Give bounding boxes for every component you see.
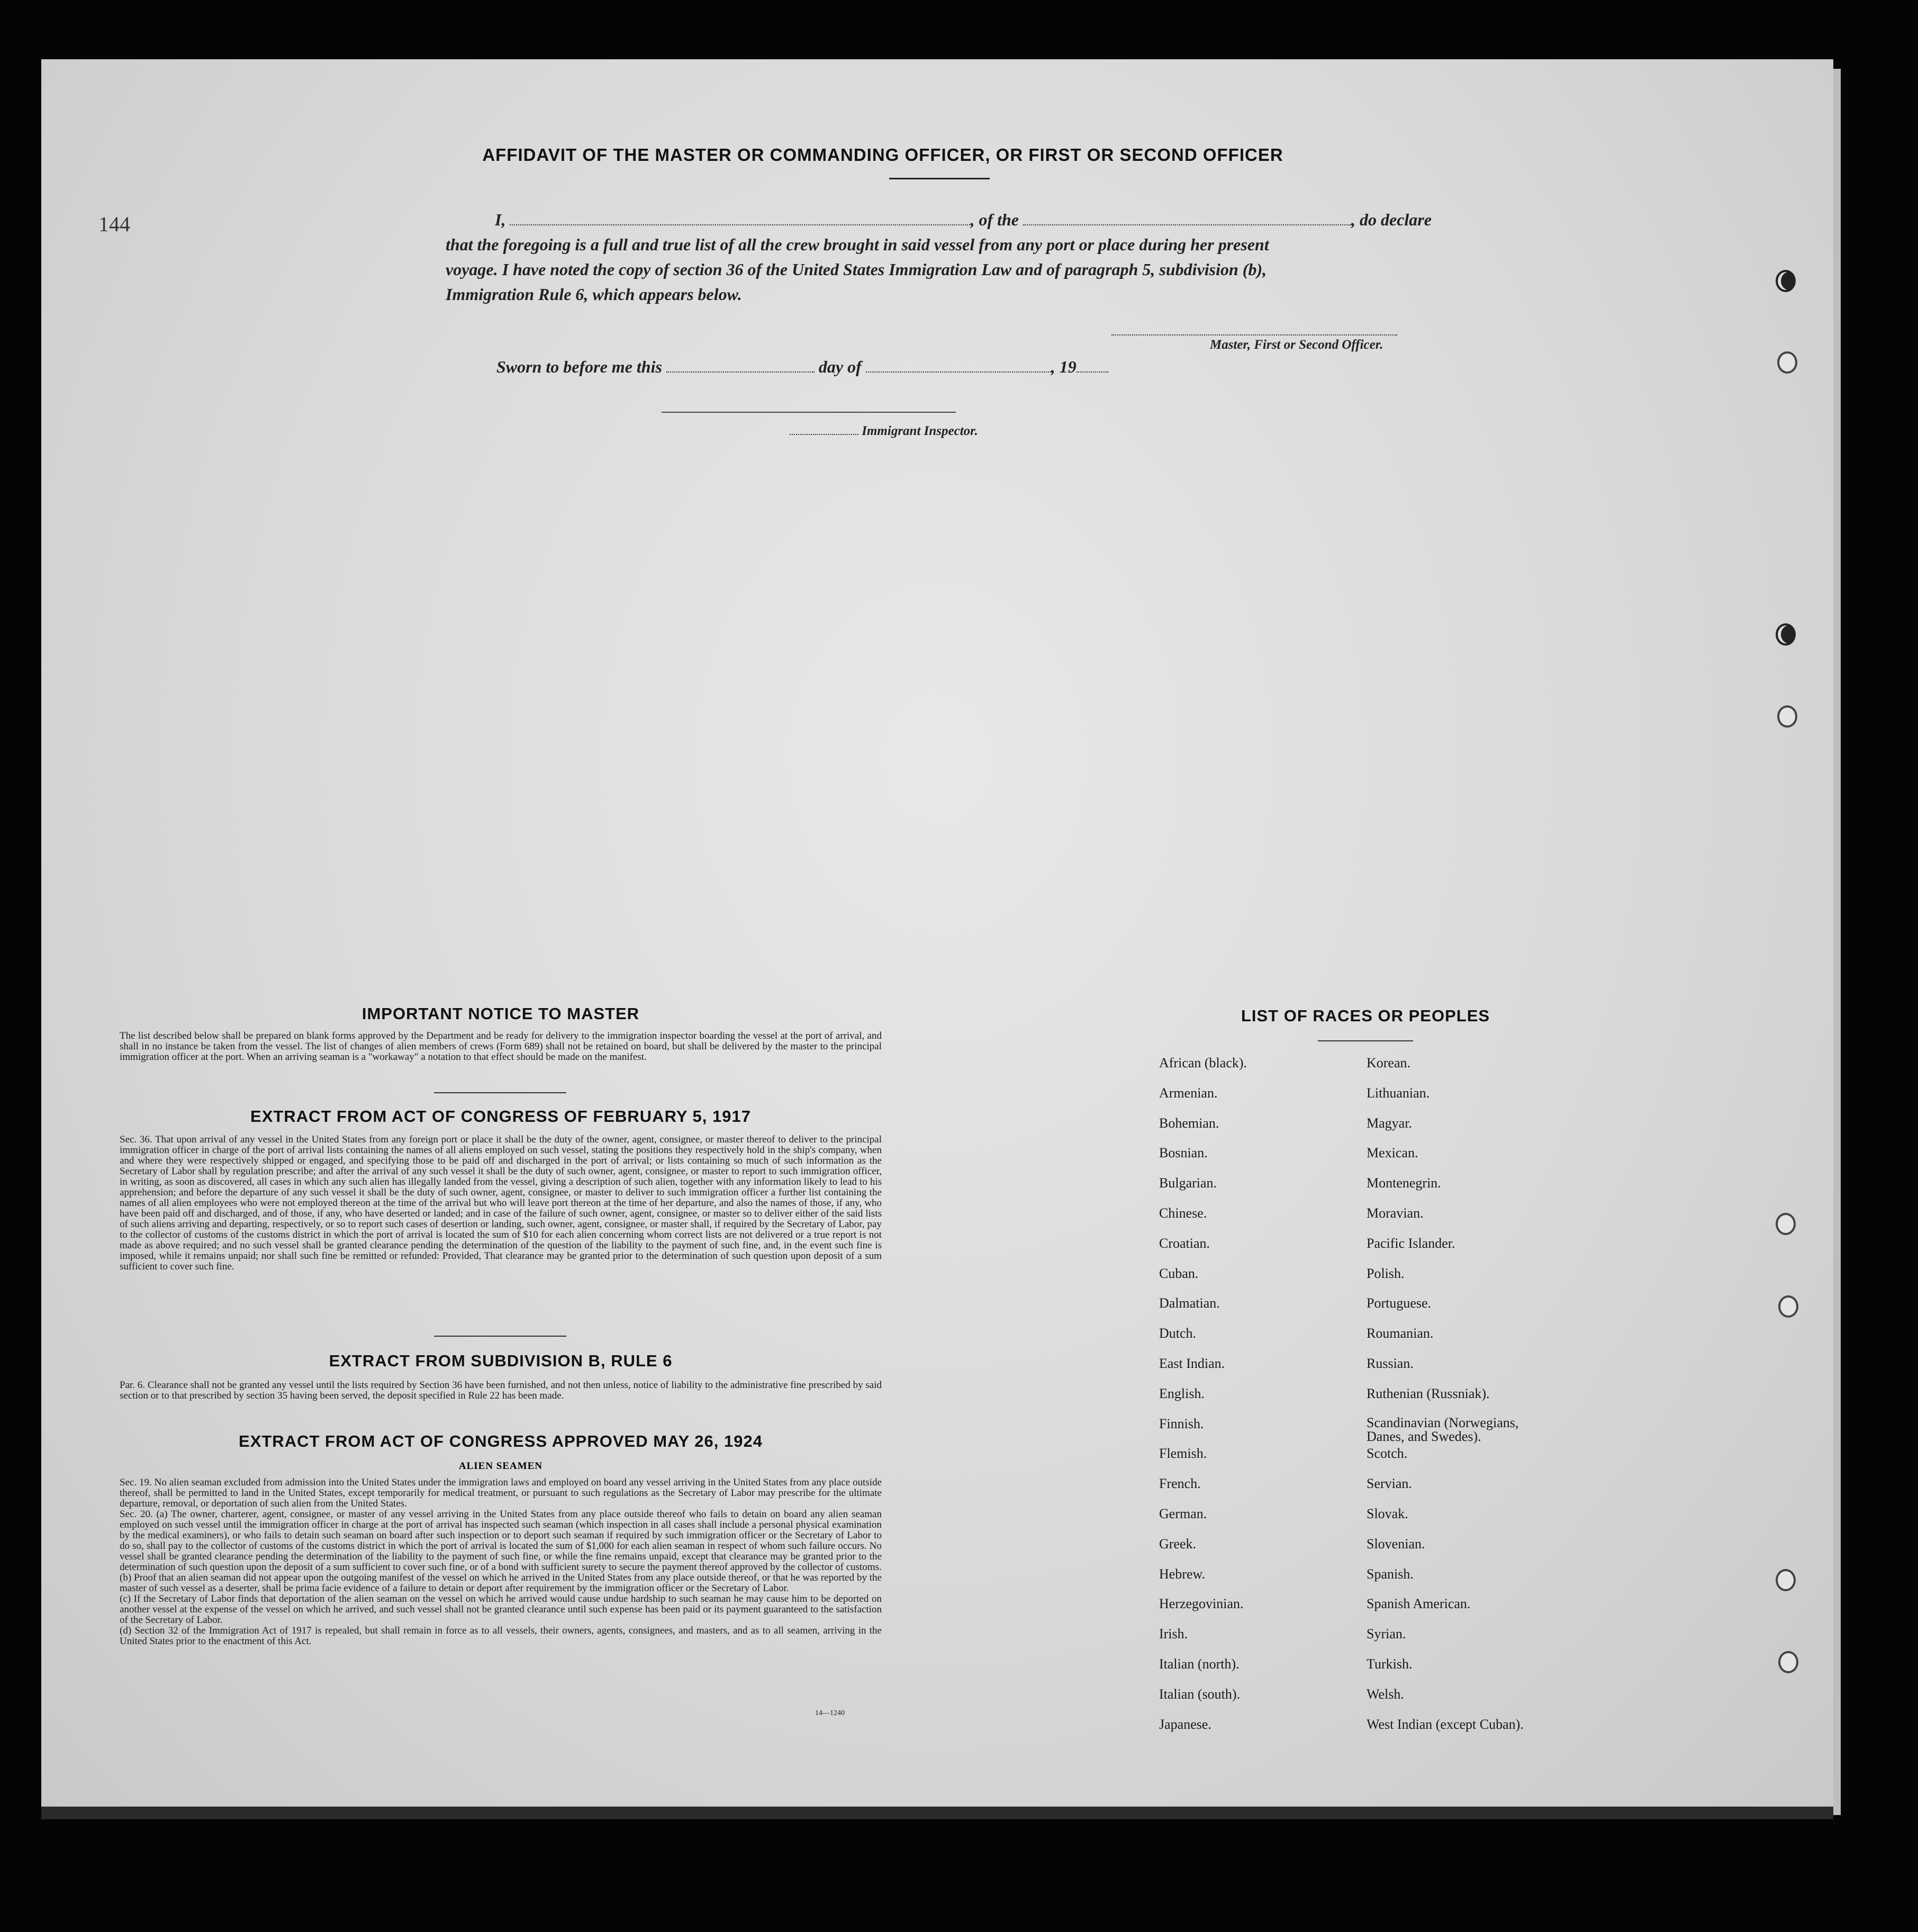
race-item: Servian. — [1367, 1476, 1412, 1492]
race-item: Turkish. — [1367, 1656, 1413, 1672]
sec20d-text: (d) Section 32 of the Immigration Act of 1917 is repealed, but shall remain in force as to all vessels, their owners, agents, consignees, and masters, and as to all seamen, arriving in the United States prior to the enactment of this Act. — [120, 1625, 882, 1647]
section-divider — [434, 1092, 566, 1093]
race-item: Russian. — [1367, 1355, 1414, 1371]
inspector-blank[interactable] — [790, 434, 858, 435]
binder-hole — [1777, 351, 1797, 374]
race-item: Japanese. — [1159, 1716, 1211, 1732]
day-of-text: day of — [818, 357, 862, 376]
vessel-blank[interactable] — [1023, 224, 1351, 225]
race-item: Mexican. — [1367, 1145, 1418, 1161]
extract-1917-body: Sec. 36. That upon arrival of any vessel in the United States from any foreign port or place it shall be the duty of the owner, agent, consignee, or master thereof to deliver to the principal immigration officer in charge of the port of arrival lists containing the names of all aliens employed on such vessel, stating the positions they respectively hold in the ship's company, when and where they were respectively shipped or engaged, and specifying those to be paid off and discharged in the port of arrival; or lists containing so much of such information as the Secretary of Labor shall by regulation prescribe; and after the arrival of any such vessel it shall be the duty of such owner, agent, consignee, or master to report to such immigration officer, in writing, as soon as discovered, all cases in which any such alien has illegally landed from the vessel, giving a description of such alien, together with any information likely to lead to his apprehension; and before the departure of any such vessel it shall be the duty of such owner, agent, consignee, or master to deliver to such immigration officer a further list containing the names of all alien employees who were not employed thereon at the time of the arrival but who will leave port thereon at the time of her departure, and also the names of those, if any, who have been paid off and discharged, and of those, if any, who have deserted or landed; and in case of the failure of such owner, agent, consignee, or master so to deliver either of the said lists of such aliens arriving and departing, respectively, or so to report such cases of desertion or landing, such owner, agent, consignee, or master shall, if required by the Secretary of Labor, pay to the collector of customs of the customs district in which the port of arrival is located the sum of $10 for each alien concerning whom correct lists are not delivered or a true report is not made as above required; and no such vessel shall be granted clearance pending the determination of the question of the liability to the payment of such fine, and, in the event such fine is imposed, while it remains unpaid; nor shall such fine be remitted or refunded: Provided, That clearance may be granted prior to the determination of such question upon deposit of a sum sufficient to cover such fine. — [120, 1134, 882, 1272]
races-column-1 — [1159, 1055, 1247, 1746]
extract-1924-body — [120, 1477, 882, 1647]
declaration-line-2: that the foregoing is a full and true list of all the crew brought in said vessel from any port or place during her present — [446, 235, 1269, 254]
race-item: Italian (south). — [1159, 1686, 1241, 1702]
race-item: English. — [1159, 1385, 1205, 1401]
race-item: Ruthenian (Russniak). — [1367, 1385, 1490, 1401]
extract-rule6-body: Par. 6. Clearance shall not be granted any vessel until the lists required by Section 36 have been furnished, and not then unless, notice of liability to the administrative fine prescribed by said section or to that prescribed by section 35 having been served, the deposit specified in Rule 22 has been made. — [120, 1380, 882, 1401]
affidavit-title: AFFIDAVIT OF THE MASTER OR COMMANDING OFFICER, OR FIRST OR SECOND OFFICER — [482, 145, 1283, 165]
inspector-label: Immigrant Inspector. — [862, 424, 978, 438]
sec20b-text: (b) Proof that an alien seaman did not appear upon the outgoing manifest of the vessel on which he arrived in the United States from any place outside thereof, or that he was reported by the master of such vessel as a deserter, shall be prima facie evidence of a failure to detain or deport after requirement by the immigration officer or the Secretary of Labor. — [120, 1572, 882, 1594]
race-item: Herzegovinian. — [1159, 1596, 1244, 1612]
year-blank[interactable] — [1076, 371, 1108, 373]
race-item: Greek. — [1159, 1536, 1197, 1552]
race-item: West Indian (except Cuban). — [1367, 1716, 1524, 1732]
sec20a-text: Sec. 20. (a) The owner, charterer, agent, consignee, or master of any vessel arriving in the United States from any place outside thereof who fails to detain on board any alien seaman employed on such vessel until the immigration officer in charge at the port of arrival has inspected such seaman (which inspection in all cases shall include a personal physical examination by the medical examiners), or who fails to detain such seaman on board after such inspection or to deport such seaman if required by such immigration officer or the Secretary of Labor to do so, shall pay to the collector of customs of the customs district in which the port of arrival is located the sum of $1,000 for each alien seaman in respect of whom such failure occurs. No vessel shall be granted clearance pending the determination of the liability to the payment of such fine, or while the fine remains unpaid, except that clearance may be granted prior to the determination of such question upon the deposit of a sum sufficient to cover such fine, or of a bond with sufficient surety to secure the payment thereof approved by the collector of customs. — [120, 1509, 882, 1573]
race-item: Polish. — [1367, 1265, 1405, 1281]
race-item: African (black). — [1159, 1055, 1247, 1071]
race-item: Hebrew. — [1159, 1566, 1206, 1582]
race-item: Armenian. — [1159, 1085, 1218, 1101]
binder-hole — [1776, 270, 1796, 292]
race-item: Irish. — [1159, 1626, 1188, 1642]
race-item: Bosnian. — [1159, 1145, 1208, 1161]
month-blank[interactable] — [866, 371, 1051, 373]
race-item: Italian (north). — [1159, 1656, 1240, 1672]
race-item: Moravian. — [1367, 1205, 1424, 1221]
signature-line[interactable] — [1111, 334, 1397, 335]
binder-hole — [1778, 1295, 1798, 1318]
of-the-text: , of the — [970, 210, 1019, 229]
binder-hole — [1778, 1651, 1798, 1673]
declaration-line-4: Immigration Rule 6, which appears below. — [446, 285, 742, 304]
race-item: Croatian. — [1159, 1235, 1210, 1251]
race-item: Montenegrin. — [1367, 1175, 1441, 1191]
races-title: LIST OF RACES OR PEOPLES — [1241, 1006, 1490, 1025]
extract-1917-title: EXTRACT FROM ACT OF CONGRESS OF FEBRUARY 5, 1917 — [250, 1107, 751, 1126]
declaration-line-1 — [495, 207, 1432, 232]
race-item: Syrian. — [1367, 1626, 1406, 1642]
notice-body: The list described below shall be prepared on blank forms approved by the Department and be ready for delivery to the immigration inspector boarding the vessel at the port of arrival, and shall in no instance be taken from the vessel. The list of changes of alien members of crews (Form 689) shall not be retained on board, but shall be delivered by the master to the principal immigration officer at the port. When an arriving seaman is a "workaway" a notation to that effect should be made on the manifest. — [120, 1030, 882, 1063]
race-item: Magyar. — [1367, 1115, 1412, 1131]
notice-title: IMPORTANT NOTICE TO MASTER — [361, 1004, 640, 1023]
race-item: Roumanian. — [1367, 1326, 1434, 1341]
race-item: Chinese. — [1159, 1205, 1207, 1221]
inspector-line — [790, 424, 978, 439]
race-item: Flemish. — [1159, 1446, 1207, 1462]
sworn-line — [496, 355, 1108, 379]
race-item: French. — [1159, 1476, 1201, 1492]
sec20c-text: (c) If the Secretary of Labor finds that deportation of the alien seaman on the vessel on which he arrived would cause undue hardship to such seaman he may cause him to be deported on another vessel at the expense of the vessel on which he arrived, and such vessel shall not be granted clearance until such expense has been paid or its payment guaranteed to the satisfaction of the Secretary of Labor. — [120, 1593, 882, 1626]
handwritten-mark: 144 — [98, 212, 130, 236]
races-divider — [1318, 1040, 1413, 1041]
race-item: Slovenian. — [1367, 1536, 1425, 1552]
race-item: Scandinavian (Norwegians, Danes, and Swedes). — [1367, 1414, 1519, 1444]
sec19-text: Sec. 19. No alien seaman excluded from admission into the United States under the immigration laws and employed on board any vessel arriving in the United States from any place outside thereof, shall be permitted to land in the United States, except temporarily for medical treatment, or pursuant to such regulations as the Secretary of Labor may prescribe for the ultimate departure, removal, or deportation of such alien from the United States. — [120, 1477, 882, 1509]
race-item: Scotch. — [1367, 1446, 1408, 1462]
extract-1924-subtitle: ALIEN SEAMEN — [458, 1461, 543, 1472]
race-item: German. — [1159, 1505, 1207, 1521]
race-item: Welsh. — [1367, 1686, 1404, 1702]
title-divider — [889, 178, 990, 179]
race-item: Slovak. — [1367, 1505, 1408, 1521]
inspector-signature-line[interactable] — [662, 412, 956, 413]
binder-hole — [1776, 1213, 1796, 1235]
sworn-text: Sworn to before me this — [496, 357, 662, 376]
race-item: Korean. — [1367, 1055, 1411, 1071]
race-item: Spanish. — [1367, 1566, 1414, 1582]
race-item: Bulgarian. — [1159, 1175, 1217, 1191]
declaration-line-3: voyage. I have noted the copy of section 36 of the United States Immigration Law and of paragraph 5, subdivision (b), — [446, 260, 1267, 279]
race-item: Portuguese. — [1367, 1295, 1432, 1311]
section-divider — [434, 1336, 566, 1337]
race-item: Bohemian. — [1159, 1115, 1219, 1131]
year-prefix: , 19 — [1051, 357, 1076, 376]
race-item: Dutch. — [1159, 1326, 1197, 1341]
race-item: East Indian. — [1159, 1355, 1225, 1371]
races-column-2 — [1367, 1055, 1557, 1746]
do-declare-text: , do declare — [1351, 210, 1432, 229]
binder-hole — [1777, 705, 1797, 728]
page-edge — [1833, 69, 1841, 1815]
race-item: Spanish American. — [1367, 1596, 1471, 1612]
name-blank[interactable] — [510, 224, 970, 225]
binder-hole — [1776, 623, 1796, 646]
page-shadow — [41, 1807, 1833, 1819]
declaration-i: I, — [495, 210, 506, 229]
extract-rule6-title: EXTRACT FROM SUBDIVISION B, RULE 6 — [329, 1352, 673, 1370]
binder-hole — [1776, 1569, 1796, 1591]
day-blank[interactable] — [666, 371, 815, 373]
race-item: Finnish. — [1159, 1416, 1204, 1431]
extract-1924-title: EXTRACT FROM ACT OF CONGRESS APPROVED MAY 26, 1924 — [239, 1432, 763, 1450]
signature-label: Master, First or Second Officer. — [1210, 338, 1383, 352]
form-number: 14—1240 — [815, 1709, 845, 1717]
race-item: Cuban. — [1159, 1265, 1199, 1281]
race-item: Lithuanian. — [1367, 1085, 1430, 1101]
race-item: Dalmatian. — [1159, 1295, 1220, 1311]
race-item: Pacific Islander. — [1367, 1235, 1455, 1251]
